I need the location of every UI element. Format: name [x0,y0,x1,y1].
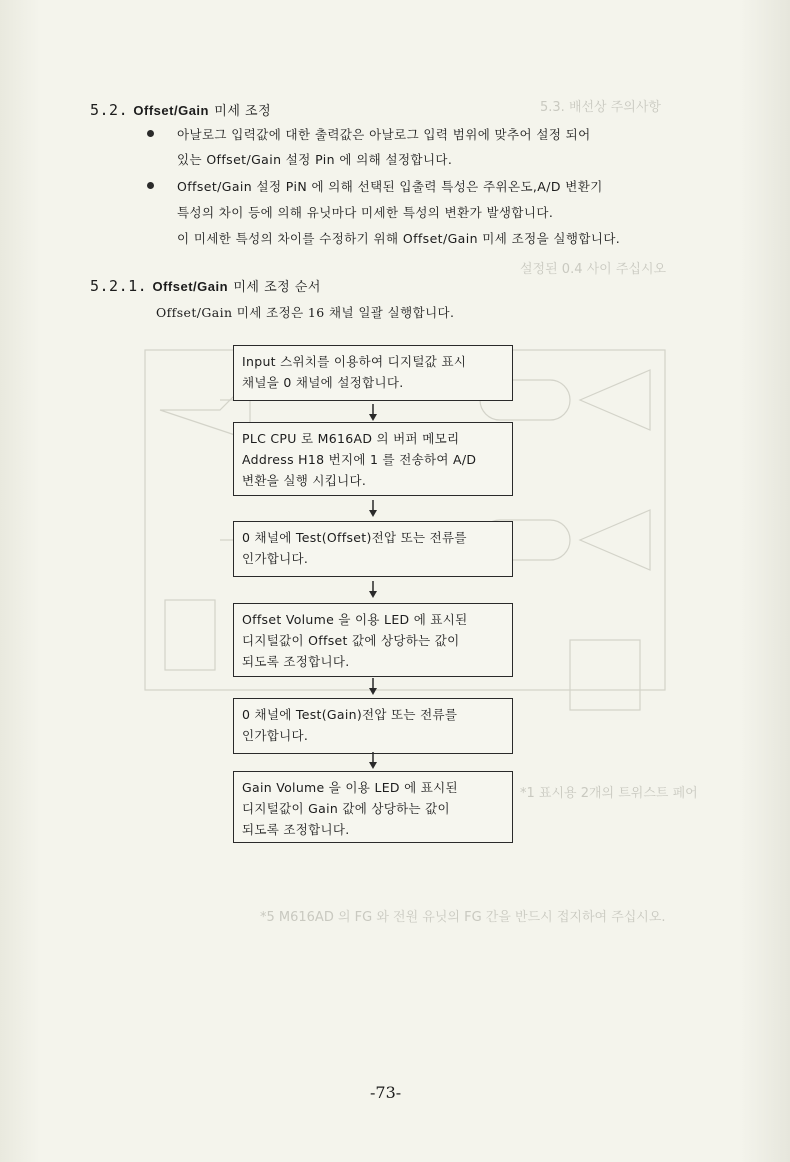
bullet-1-line-1: 아날로그 입력값에 대한 출력값은 아날로그 입력 범위에 맞추어 설정 되어 [177,127,591,142]
section-heading [90,100,271,119]
flow-step-line: Address H18 번지에 1 를 전송하여 A/D [242,452,477,467]
section-number: 5.2. [90,101,129,119]
flow-step-line: Offset Volume 을 이용 LED 에 표시된 [242,612,468,627]
bullet-1-line-2: 있는 Offset/Gain 설정 Pin 에 의해 설정합니다. [177,152,453,167]
flow-step-line: 되도록 조정합니다. [242,654,350,669]
flow-step-line: 인가합니다. [242,728,309,743]
flow-step-line: 0 채널에 Test(Gain)전압 또는 전류를 [242,707,458,722]
arrow-down-icon [366,752,380,770]
arrow-down-icon [366,581,380,599]
flow-step-5 [233,698,513,754]
subsection-title-suffix: 미세 조정 순서 [233,280,321,295]
flow-step-line: 디지털값이 Gain 값에 상당하는 값이 [242,801,450,816]
flow-step-line: 0 채널에 Test(Offset)전압 또는 전류를 [242,530,467,545]
bleed-through-text: 5.3. 배선상 주의사항 [540,100,661,115]
flow-step-6 [233,771,513,843]
section-title: Offset/Gain [133,103,209,118]
bullet-icon [147,182,154,189]
flow-step-2 [233,422,513,496]
flow-step-line: 되도록 조정합니다. [242,822,350,837]
subsection-title: Offset/Gain [152,279,229,294]
arrow-down-icon [366,500,380,518]
bleed-through-text: *1 표시용 2개의 트위스트 페어 [520,786,698,801]
arrow-down-icon [366,404,380,422]
flow-step-line: 디지털값이 Offset 값에 상당하는 값이 [242,633,460,648]
subsection-intro: Offset/Gain 미세 조정은 16 채널 일괄 실행합니다. [156,305,455,320]
bullet-icon [147,130,154,137]
flow-step-line: PLC CPU 로 M616AD 의 버퍼 메모리 [242,431,460,446]
bleed-through-text: *5 M616AD 의 FG 와 전원 유닛의 FG 간을 반드시 접지하여 주십시오. [260,910,666,925]
bullet-2-line-3: 이 미세한 특성의 차이를 수정하기 위해 Offset/Gain 미세 조정을 실행합니다. [177,231,621,246]
subsection-heading [90,276,321,295]
section-title-suffix: 미세 조정 [214,104,272,119]
flow-step-4 [233,603,513,677]
flow-step-line: Input 스위치를 이용하여 디지털값 표시 [242,354,467,369]
subsection-number: 5.2.1. [90,277,148,295]
bullet-2-line-1: Offset/Gain 설정 PiN 에 의해 선택된 입출력 특성은 주위온도,A/D 변환기 [177,179,603,194]
arrow-down-icon [366,678,380,696]
flow-step-line: 변환을 실행 시킵니다. [242,473,367,488]
flow-step-line: 인가합니다. [242,551,309,566]
bullet-2-line-2: 특성의 차이 등에 의해 유닛마다 미세한 특성의 변환가 발생합니다. [177,205,554,220]
flow-step-3 [233,521,513,577]
flow-step-line: Gain Volume 을 이용 LED 에 표시된 [242,780,458,795]
bleed-through-text: 설정된 0.4 사이 주십시오 [520,262,667,277]
flow-step-1 [233,345,513,401]
flow-step-line: 채널을 0 채널에 설정합니다. [242,375,404,390]
page-number: -73- [370,1083,402,1102]
